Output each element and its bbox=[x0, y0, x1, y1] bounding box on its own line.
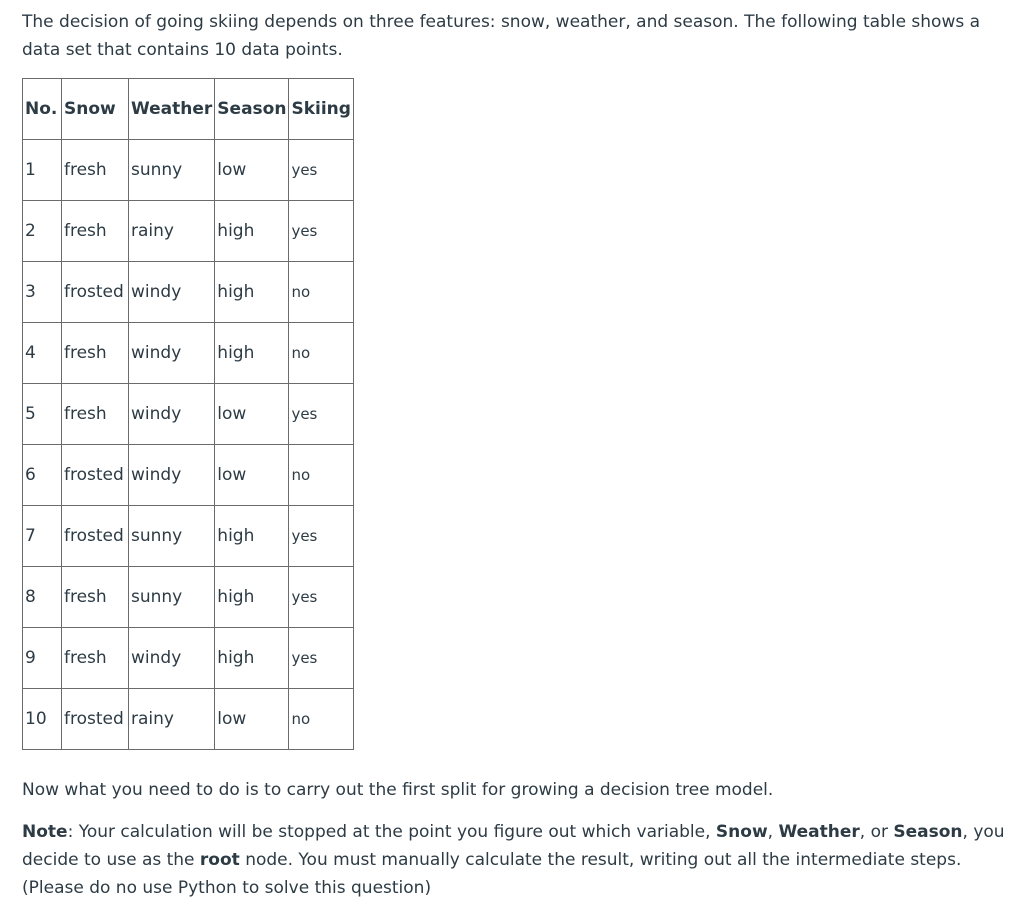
cell-snow: fresh bbox=[62, 140, 129, 201]
table-header-row bbox=[23, 79, 354, 140]
table-row bbox=[23, 323, 354, 384]
cell-skiing: yes bbox=[289, 506, 353, 567]
header-snow: Snow bbox=[62, 79, 129, 140]
cell-season: low bbox=[215, 384, 289, 445]
table-row bbox=[23, 567, 354, 628]
header-weather: Weather bbox=[129, 79, 215, 140]
cell-season: high bbox=[215, 201, 289, 262]
cell-weather: sunny bbox=[129, 567, 215, 628]
note-text-1: : Your calculation will be stopped at the point you figure out which variable, bbox=[67, 822, 716, 842]
cell-season: high bbox=[215, 262, 289, 323]
cell-season: low bbox=[215, 445, 289, 506]
cell-no: 5 bbox=[23, 384, 62, 445]
cell-season: high bbox=[215, 567, 289, 628]
cell-snow: frosted bbox=[62, 262, 129, 323]
cell-no: 6 bbox=[23, 445, 62, 506]
cell-season: high bbox=[215, 323, 289, 384]
cell-snow: frosted bbox=[62, 445, 129, 506]
cell-skiing: yes bbox=[289, 567, 353, 628]
cell-skiing: no bbox=[289, 689, 353, 750]
header-no: No. bbox=[23, 79, 62, 140]
note-paragraph bbox=[22, 818, 1007, 902]
cell-skiing: no bbox=[289, 323, 353, 384]
table-row bbox=[23, 140, 354, 201]
header-season: Season bbox=[215, 79, 289, 140]
table-row bbox=[23, 201, 354, 262]
note-text-4: , you decide to use as the bbox=[22, 822, 1005, 870]
table-row bbox=[23, 628, 354, 689]
cell-weather: sunny bbox=[129, 506, 215, 567]
cell-no: 2 bbox=[23, 201, 62, 262]
cell-season: low bbox=[215, 689, 289, 750]
cell-snow: fresh bbox=[62, 567, 129, 628]
instructions bbox=[22, 776, 1007, 902]
cell-weather: windy bbox=[129, 628, 215, 689]
note-var-weather: Weather bbox=[778, 822, 860, 842]
note-root: root bbox=[199, 850, 240, 870]
cell-no: 3 bbox=[23, 262, 62, 323]
cell-weather: sunny bbox=[129, 140, 215, 201]
cell-skiing: yes bbox=[289, 140, 353, 201]
cell-season: low bbox=[215, 140, 289, 201]
table-row bbox=[23, 445, 354, 506]
cell-snow: fresh bbox=[62, 201, 129, 262]
data-table bbox=[22, 78, 354, 750]
cell-weather: windy bbox=[129, 384, 215, 445]
note-label: Note bbox=[22, 822, 68, 842]
cell-no: 1 bbox=[23, 140, 62, 201]
table-row bbox=[23, 384, 354, 445]
note-text-3: , or bbox=[859, 822, 894, 842]
note-var-snow: Snow bbox=[715, 822, 768, 842]
header-skiing: Skiing bbox=[289, 79, 353, 140]
cell-snow: fresh bbox=[62, 384, 129, 445]
cell-no: 10 bbox=[23, 689, 62, 750]
cell-weather: windy bbox=[129, 445, 215, 506]
cell-weather: windy bbox=[129, 323, 215, 384]
table-row bbox=[23, 689, 354, 750]
cell-season: high bbox=[215, 506, 289, 567]
cell-weather: rainy bbox=[129, 201, 215, 262]
cell-snow: frosted bbox=[62, 506, 129, 567]
cell-snow: fresh bbox=[62, 323, 129, 384]
note-var-season: Season bbox=[893, 822, 963, 842]
cell-skiing: no bbox=[289, 445, 353, 506]
cell-no: 4 bbox=[23, 323, 62, 384]
cell-snow: fresh bbox=[62, 628, 129, 689]
cell-no: 9 bbox=[23, 628, 62, 689]
note-text-5: node. You must manually calculate the result, writing out all the intermediate steps. (Please do no use Python to solve this question) bbox=[22, 850, 962, 898]
cell-weather: rainy bbox=[129, 689, 215, 750]
note-text-2: , bbox=[767, 822, 779, 842]
cell-skiing: yes bbox=[289, 201, 353, 262]
task-paragraph: Now what you need to do is to carry out the first split for growing a decision tree model. bbox=[22, 780, 774, 800]
cell-no: 8 bbox=[23, 567, 62, 628]
cell-season: high bbox=[215, 628, 289, 689]
cell-snow: frosted bbox=[62, 689, 129, 750]
table-row bbox=[23, 506, 354, 567]
intro-paragraph: The decision of going skiing depends on three features: snow, weather, and season. The following table shows a data set that contains 10 data points. bbox=[22, 12, 981, 60]
cell-weather: windy bbox=[129, 262, 215, 323]
cell-no: 7 bbox=[23, 506, 62, 567]
cell-skiing: no bbox=[289, 262, 353, 323]
cell-skiing: yes bbox=[289, 384, 353, 445]
table-row bbox=[23, 262, 354, 323]
cell-skiing: yes bbox=[289, 628, 353, 689]
